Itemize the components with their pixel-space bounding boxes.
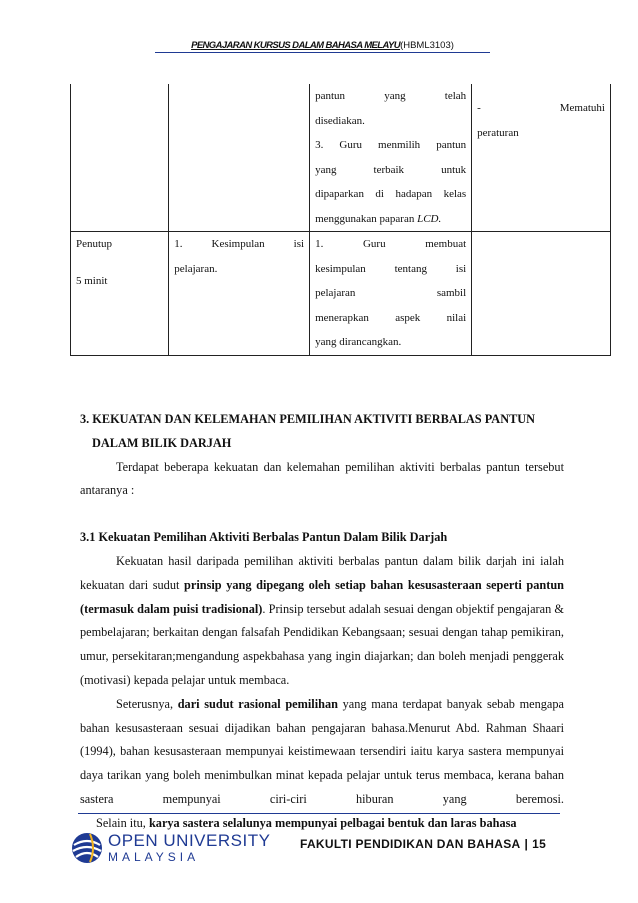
paragraph-2 (80, 693, 564, 812)
logo-text-line1: OPEN UNIVERSITY (108, 831, 271, 850)
paragraph-1 (80, 550, 564, 693)
cell-line: 3. Guru menmilih pantun (315, 139, 467, 151)
lesson-plan-table (70, 84, 611, 356)
university-logo (70, 825, 271, 875)
course-code: (HBML3103) (400, 40, 454, 51)
phase-duration: 5 minit (76, 274, 108, 287)
cell-line: menerapkan aspek nilai (315, 311, 467, 324)
cell-line: dipaparkan di hadapan kelas (315, 188, 467, 200)
table-cell (169, 232, 310, 356)
table-row (71, 232, 611, 356)
logo-text-line2: MALAYSIA (108, 850, 200, 864)
footer-divider (78, 813, 560, 814)
cell-line: disediakan. (315, 114, 365, 127)
section-heading (80, 408, 564, 456)
page-number: 15 (532, 837, 547, 851)
page-header (155, 40, 490, 53)
section-heading-line2: DALAM BILIK DARJAH (92, 435, 232, 450)
cell-text-lcd: LCD. (417, 212, 442, 225)
course-title: PENGAJARAN KURSUS DALAM BAHASA MELAYU (191, 40, 401, 51)
document-body (80, 408, 564, 836)
faculty-name: FAKULTI PENDIDIKAN DAN BAHASA (300, 837, 521, 851)
cell-line: peraturan (477, 126, 519, 139)
phase-label: Penutup (76, 238, 113, 250)
cell-line (315, 207, 466, 232)
text-run: Selain itu, (96, 815, 149, 830)
page-footer (300, 837, 546, 851)
spacer (80, 503, 564, 513)
table-row (71, 84, 611, 232)
table-cell (472, 232, 611, 356)
bold-run: prinsip yang dipegang oleh setiap bahan kesusasteraan seperti pantun (termasuk dalam puisi tradisional) (80, 577, 565, 616)
globe-icon (70, 831, 104, 865)
cell-line: - Mematuhi (477, 102, 605, 114)
table-cell (310, 232, 472, 356)
bold-run: karya sastera selalunya mempunyai pelbagai bentuk dan laras bahasa (148, 815, 517, 830)
text-run: . Prinsip tersebut adalah sesuai dengan objektif pengajaran & pembelajaran; berkaitan dengan falsafah Pendidikan Kebangsaan; sesuai dengan tahap pemikiran, umur, persekitaran;mengandung aspekbahasa yang ingin diajarkan; dan boleh menjadi penggerak (motivasi) kepada pelajar untuk membaca. (80, 601, 564, 687)
table-cell (310, 84, 472, 232)
cell-line: pelajaran sambil (315, 287, 467, 299)
cell-line: kesimpulan tentang isi (315, 262, 467, 275)
cell-line: 1. Guru membuat (315, 238, 467, 250)
table-cell (169, 84, 310, 232)
bold-run: dari sudut rasional pemilihan (177, 696, 338, 711)
cell-text: menggunakan paparan (315, 212, 418, 225)
table-cell (71, 232, 169, 356)
table-cell (71, 84, 169, 232)
text-run: Seterusnya, (116, 696, 178, 711)
intro-paragraph: Terdapat beberapa kekuatan dan kelemahan pemilihan aktiviti berbalas pantun tersebut antaranya : (80, 459, 564, 498)
text-run: yang mana terdapat banyak sebab mengapa bahan kesusasteraan sesuai dijadikan bahan pengajaran bahasa.Menurut Abd. Rahman Shaari (1994), bahan kesusasteraan mempunyai keistimewaan tersendiri iaitu karya sastera mempunyai daya tarikan yang boleh menimbulkan minat kepada pelajar untuk terus membaca, kerana bahan sastera mempunyai ciri-ciri hiburan yang beremosi. (80, 696, 564, 806)
cell-line: 1. Kesimpulan isi (174, 238, 305, 250)
cell-line: pantun yang telah (315, 90, 467, 102)
cell-line: yang terbaik untuk (315, 163, 467, 176)
table-cell (472, 84, 611, 232)
text-run: Kekuatan hasil daripada pemilihan aktiviti berbalas pantun dalam bilik darjah ini ialah kekuatan dari sudut (80, 553, 564, 592)
section-heading-line1: 3. KEKUATAN DAN KELEMAHAN PEMILIHAN AKTIVITI BERBALAS PANTUN (80, 412, 536, 426)
footer-separator: | (524, 837, 529, 851)
cell-line: pelajaran. (174, 262, 218, 275)
subsection-heading: 3.1 Kekuatan Pemilihan Aktiviti Berbalas Pantun Dalam Bilik Darjah (80, 530, 448, 545)
cell-line: yang dirancangkan. (315, 336, 402, 348)
